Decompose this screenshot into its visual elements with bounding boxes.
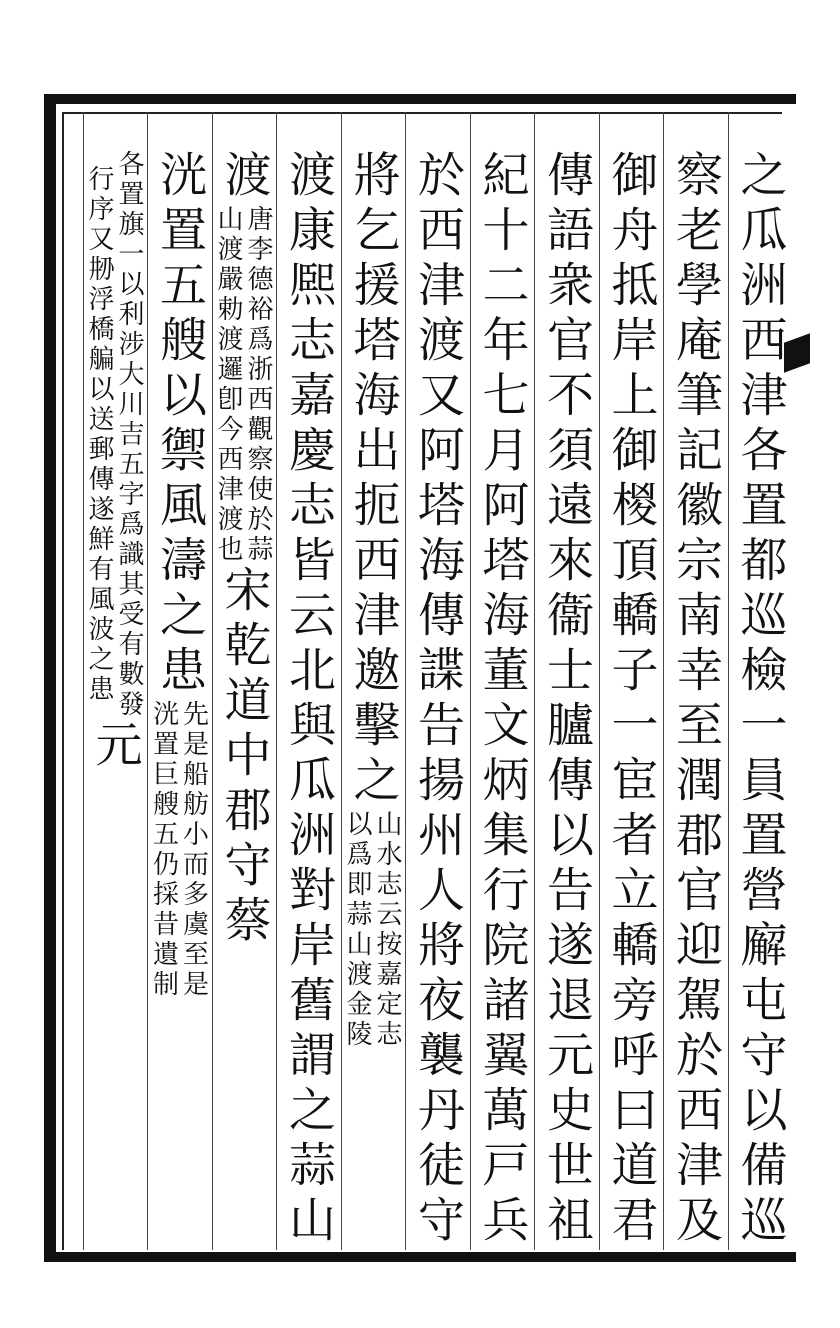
annotation-right-line: 先是船舫小而多虞至是 bbox=[178, 700, 209, 1000]
annotation-right-line: 山水志云按嘉定志 bbox=[372, 810, 402, 1050]
main-text: 紀十二年七月阿塔海董文炳集行院諸翼萬戸兵 bbox=[474, 150, 530, 1250]
column-rule bbox=[728, 112, 729, 1250]
text-column bbox=[537, 150, 597, 1250]
annotation-left-line: 洸置巨艘五仍採昔遺制 bbox=[148, 700, 179, 1000]
text-column bbox=[472, 150, 532, 1250]
annotation-note bbox=[215, 205, 273, 565]
annotation-note bbox=[86, 150, 144, 720]
main-text: 渡 bbox=[216, 150, 272, 205]
main-text: 元 bbox=[87, 720, 143, 775]
text-column bbox=[666, 150, 726, 1250]
text-column bbox=[150, 150, 210, 1250]
text-column bbox=[601, 150, 661, 1250]
column-rule bbox=[276, 112, 277, 1250]
column-rule bbox=[534, 112, 535, 1250]
annotation-note bbox=[148, 700, 209, 1000]
column-rule bbox=[663, 112, 664, 1250]
column-rule bbox=[83, 112, 84, 1250]
column-rule bbox=[405, 112, 406, 1250]
main-text: 之瓜洲西津各置都巡檢一員置營廨屯守以備巡 bbox=[732, 150, 788, 1250]
annotation-right-line: 各置旗一以利涉大川吉五字爲識其受有數發 bbox=[114, 150, 144, 720]
column-rule bbox=[147, 112, 148, 1250]
annotation-left-line: 以爲即蒜山渡金陵 bbox=[342, 810, 372, 1050]
column-rule bbox=[212, 112, 213, 1250]
annotation-left-line: 行序又刱浮橋艑以送郵傳遂鮮有風波之患 bbox=[84, 165, 114, 705]
annotation-right-line: 唐李德裕爲浙西觀察使於蒜 bbox=[243, 205, 273, 565]
main-text: 察老學庵筆記徽宗南幸至潤郡官迎駕於西津及 bbox=[668, 150, 723, 1250]
annotation-left-line: 山渡嚴勅渡邏卽今西津渡也 bbox=[213, 205, 243, 565]
text-column bbox=[214, 150, 274, 1250]
main-text: 將乞援塔海出扼西津邀擊之 bbox=[345, 150, 401, 810]
main-text: 御舟抵岸上御椶頂轎子一宦者立轎旁呼曰道君 bbox=[603, 150, 659, 1250]
annotation-note bbox=[344, 810, 402, 1050]
column-rule bbox=[470, 112, 471, 1250]
main-text: 傳語衆官不須遠來衞士臚傳以告遂退元史世祖 bbox=[539, 150, 594, 1250]
main-text: 洸置五艘以禦風濤之患 bbox=[152, 150, 207, 700]
text-column bbox=[279, 150, 339, 1250]
main-text: 渡康熈志嘉慶志皆云北與瓜洲對岸舊謂之蒜山 bbox=[281, 150, 336, 1250]
text-column bbox=[343, 150, 403, 1250]
text-column bbox=[408, 150, 468, 1250]
main-text: 宋乾道中郡守蔡 bbox=[216, 565, 272, 950]
column-rule bbox=[341, 112, 342, 1250]
text-column bbox=[730, 150, 790, 1250]
text-column bbox=[85, 150, 145, 1250]
main-text: 於西津渡又阿塔海傳諜告揚州人將夜襲丹徒守 bbox=[410, 150, 465, 1250]
column-rule bbox=[599, 112, 600, 1250]
